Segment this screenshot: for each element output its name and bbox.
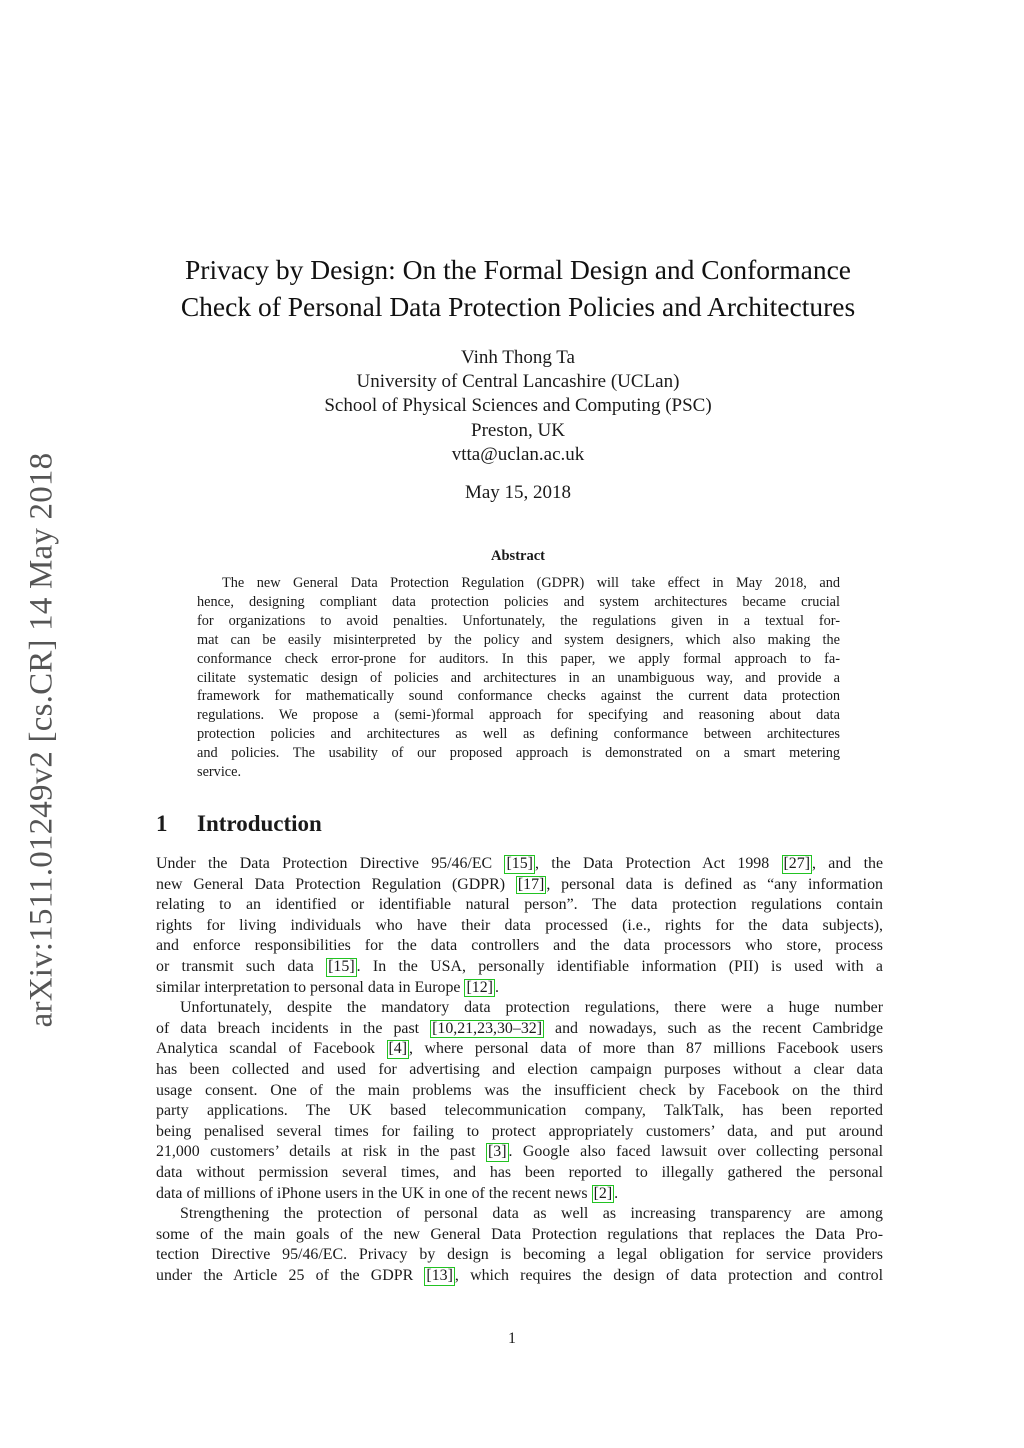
body-line: Unfortunately, despite the mandatory data protection regulations, there were a huge number [180, 999, 883, 1017]
introduction-body [156, 854, 883, 1286]
paper-title [140, 251, 896, 325]
citation-link[interactable]: [15] [328, 957, 355, 975]
text-run: . In the USA, personally identifiable information (PII) is used with a [356, 957, 883, 975]
body-line: party applications. The UK based telecommunication company, TalkTalk, has been reported [156, 1102, 883, 1120]
body-line [156, 978, 883, 999]
abstract-line: mat can be easily misinterpreted by the policy and system designers, which also making the [197, 631, 840, 648]
abstract-body [197, 574, 840, 782]
citation-link[interactable]: [27] [783, 855, 810, 872]
text-run: , and the [812, 855, 883, 872]
text-run: , which requires the design of data protection and control [454, 1266, 883, 1284]
abstract-line: cilitate systematic design of policies and architectures in an unambiguous way, and provide a [197, 669, 840, 686]
body-line: tection Directive 95/46/EC. Privacy by design is becoming a legal obligation for service providers [156, 1246, 883, 1264]
text-run: of data breach incidents in the past [156, 1019, 431, 1037]
author-email: vtta@uclan.ac.uk [451, 443, 585, 465]
author-location: Preston, UK [471, 419, 565, 441]
citation-link[interactable]: [12] [466, 978, 493, 996]
abstract-line: hence, designing compliant data protection policies and system architectures became crucial [197, 593, 840, 610]
body-line: some of the main goals of the new General Data Protection regulations that replaces the Data Pro- [156, 1225, 883, 1243]
citation-link[interactable]: [13] [426, 1266, 453, 1284]
section-number: 1 [156, 811, 168, 836]
body-line [156, 854, 883, 875]
text-run: . Google also faced lawsuit over collecting personal [508, 1143, 883, 1161]
title-line-2: Check of Personal Data Protection Policies and Architectures [180, 291, 856, 322]
body-line [156, 1184, 883, 1205]
body-line: being penalised several times for failing to protect appropriately customers’ data, and put around [156, 1122, 883, 1140]
text-run: . [494, 978, 499, 996]
body-line [156, 875, 883, 896]
text-run: or transmit such data [156, 957, 327, 975]
body-line [156, 1019, 883, 1040]
body-line: and enforce responsibilities for the data controllers and the data processors who store, process [156, 937, 883, 955]
text-run: Analytica scandal of Facebook [156, 1040, 387, 1058]
abstract-line: and policies. The usability of our proposed approach is demonstrated on a smart metering [197, 745, 840, 762]
body-line: relating to an identified or identifiable natural person”. The data protection regulations contain [156, 896, 883, 914]
body-line: rights for living individuals who have their data processed (i.e., rights for the data subjects), [156, 916, 883, 934]
citation-link[interactable]: [4] [388, 1040, 408, 1058]
body-line [156, 1266, 883, 1287]
abstract-line: conformance check error-prone for auditors. In this paper, we apply formal approach to fa- [197, 650, 840, 667]
text-run: , where personal data of more than 87 millions Facebook users [409, 1040, 883, 1058]
section-heading-introduction [156, 811, 322, 837]
abstract-line: The new General Data Protection Regulation (GDPR) will take effect in May 2018, and [222, 575, 840, 591]
abstract-line: protection policies and architectures as well as defining conformance between architectures [197, 726, 840, 743]
body-line [156, 957, 883, 978]
section-title: Introduction [197, 811, 322, 836]
text-run: , personal data is defined as “any information [546, 875, 883, 893]
citation-link[interactable]: [2] [593, 1184, 613, 1202]
text-run: 21,000 customers’ details at risk in the past [156, 1143, 486, 1161]
abstract-heading: Abstract [491, 548, 545, 564]
text-run: Under the Data Protection Directive 95/46/EC [156, 855, 505, 872]
author-affiliation-school: School of Physical Sciences and Computing (PSC) [324, 395, 712, 417]
abstract-line: framework for mathematically sound conformance checks against the current data protection [197, 688, 840, 705]
text-run: and nowadays, such as the recent Cambridge [544, 1019, 883, 1037]
text-run: , the Data Protection Act 1998 [534, 855, 782, 872]
body-line: Strengthening the protection of personal data as well as increasing transparency are among [180, 1205, 883, 1223]
author-name: Vinh Thong Ta [461, 347, 575, 368]
citation-link[interactable]: [3] [487, 1143, 507, 1161]
body-line [156, 1142, 883, 1163]
abstract-line: service. [197, 764, 242, 781]
page-number: 1 [508, 1330, 516, 1347]
text-run: under the Article 25 of the GDPR [156, 1266, 425, 1284]
text-run: similar interpretation to personal data in Europe [156, 978, 465, 996]
body-line: usage consent. One of the main problems was the insufficient check by Facebook on the third [156, 1081, 883, 1099]
body-line [156, 1039, 883, 1060]
citation-link[interactable]: [15] [506, 855, 533, 872]
author-affiliation-university: University of Central Lancashire (UCLan) [356, 371, 680, 393]
abstract-line: regulations. We propose a (semi-)formal approach for specifying and reasoning about data [197, 707, 840, 724]
author-block [200, 346, 836, 467]
body-line: data without permission several times, and has been reported to illegally gathered the personal [156, 1163, 883, 1181]
title-line-1: Privacy by Design: On the Formal Design and Conformance [185, 254, 851, 285]
text-run: . [614, 1184, 619, 1202]
body-line: has been collected and used for advertising and election campaign purposes without a clear data [156, 1060, 883, 1078]
citation-link[interactable]: [10,21,23,30–32] [432, 1019, 543, 1037]
text-run: new General Data Protection Regulation (GDPR) [156, 875, 516, 893]
citation-link[interactable]: [17] [517, 875, 545, 893]
abstract-line: for organizations to avoid penalties. Unfortunately, the regulations given in a textual for- [197, 612, 840, 629]
arxiv-identifier-stamp: arXiv:1511.01249v2 [cs.CR] 14 May 2018 [23, 452, 60, 1028]
text-run: data of millions of iPhone users in the UK in one of the recent news [156, 1184, 592, 1202]
paper-date: May 15, 2018 [464, 482, 572, 503]
